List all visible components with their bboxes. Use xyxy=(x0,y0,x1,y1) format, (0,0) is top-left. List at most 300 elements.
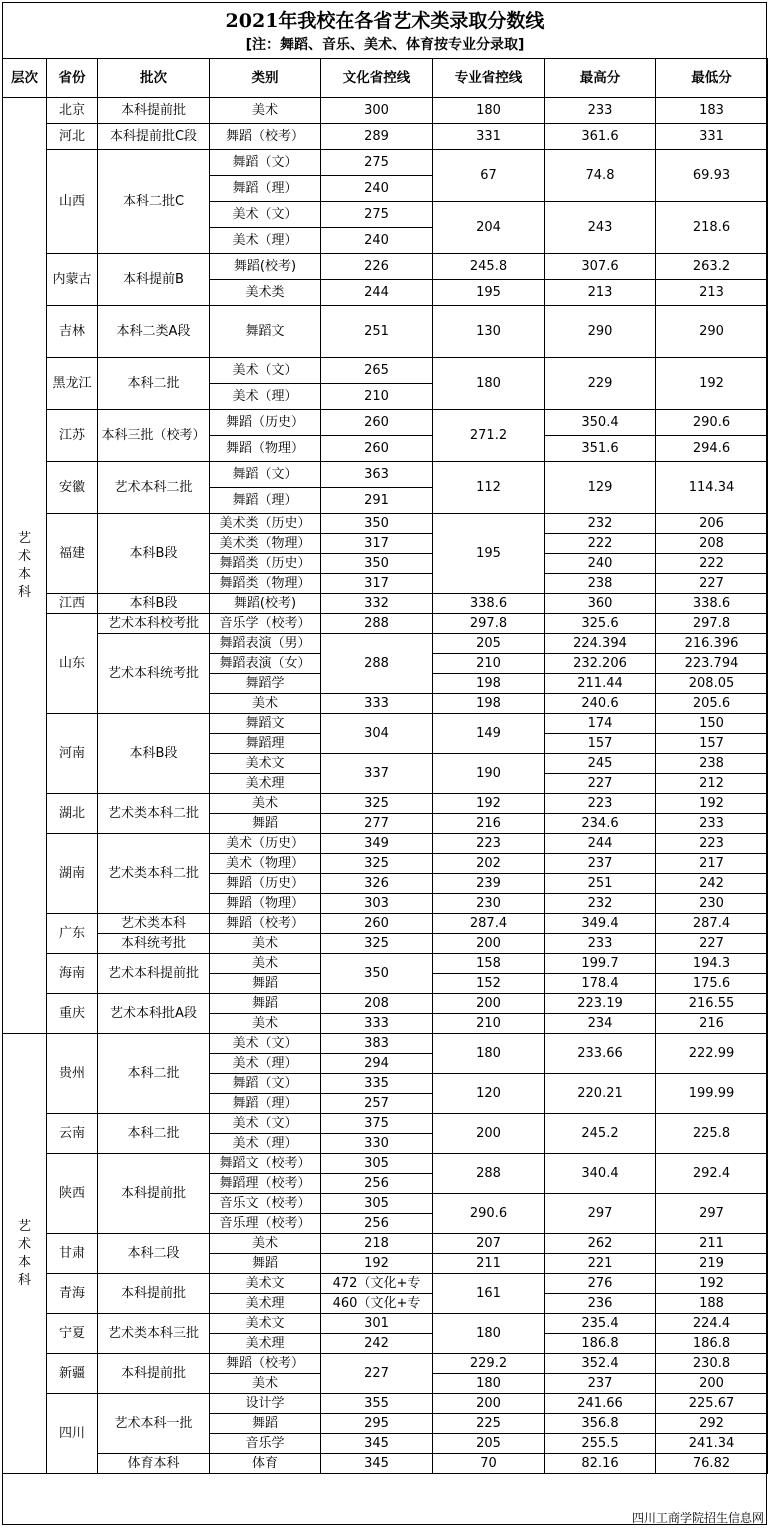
min-score-cell: 157 xyxy=(656,734,768,754)
max-score-cell: 232 xyxy=(545,514,656,534)
table-row xyxy=(3,1114,768,1134)
batch-cell: 本科统考批 xyxy=(98,934,210,954)
province-cell: 海南 xyxy=(47,954,98,994)
major-line-cell: 198 xyxy=(433,694,545,714)
max-score-cell: 223 xyxy=(545,794,656,814)
min-score-cell: 242 xyxy=(656,874,768,894)
max-score-cell: 307.6 xyxy=(545,254,656,280)
province-cell: 湖北 xyxy=(47,794,98,834)
culture-line-cell: 326 xyxy=(321,874,433,894)
max-score-cell: 340.4 xyxy=(545,1154,656,1194)
max-score-cell: 297 xyxy=(545,1194,656,1234)
category-cell: 美术（文） xyxy=(210,1114,321,1134)
category-cell: 美术理 xyxy=(210,774,321,794)
table-row xyxy=(3,254,768,280)
min-score-cell: 150 xyxy=(656,714,768,734)
max-score-cell: 241.66 xyxy=(545,1394,656,1414)
min-score-cell: 227 xyxy=(656,934,768,954)
min-score-cell: 69.93 xyxy=(656,150,768,202)
max-score-cell: 233.66 xyxy=(545,1034,656,1074)
max-score-cell: 243 xyxy=(545,202,656,254)
category-cell: 舞蹈（物理） xyxy=(210,436,321,462)
major-line-cell: 200 xyxy=(433,1114,545,1154)
major-line-cell: 230 xyxy=(433,894,545,914)
culture-line-cell: 294 xyxy=(321,1054,433,1074)
col-header: 批次 xyxy=(98,59,210,98)
min-score-cell: 211 xyxy=(656,1234,768,1254)
min-score-cell: 199.99 xyxy=(656,1074,768,1114)
category-cell: 美术（文） xyxy=(210,1034,321,1054)
major-line-cell: 200 xyxy=(433,994,545,1014)
culture-line-cell: 288 xyxy=(321,634,433,694)
province-cell: 江苏 xyxy=(47,410,98,462)
major-line-cell: 130 xyxy=(433,306,545,358)
min-score-cell: 230.8 xyxy=(656,1354,768,1374)
max-score-cell: 213 xyxy=(545,280,656,306)
min-score-cell: 227 xyxy=(656,574,768,594)
major-line-cell: 271.2 xyxy=(433,410,545,462)
table-row xyxy=(3,794,768,814)
category-cell: 舞蹈（物理） xyxy=(210,894,321,914)
culture-line-cell: 325 xyxy=(321,934,433,954)
max-score-cell: 290 xyxy=(545,306,656,358)
category-cell: 美术文 xyxy=(210,1274,321,1294)
min-score-cell: 290 xyxy=(656,306,768,358)
col-header: 专业省控线 xyxy=(433,59,545,98)
category-cell: 美术理 xyxy=(210,1334,321,1354)
batch-cell: 本科二批 xyxy=(98,1034,210,1114)
batch-cell: 本科提前B xyxy=(98,254,210,306)
culture-line-cell: 317 xyxy=(321,574,433,594)
province-cell: 重庆 xyxy=(47,994,98,1034)
culture-line-cell: 333 xyxy=(321,1014,433,1034)
min-score-cell: 216.55 xyxy=(656,994,768,1014)
table-row xyxy=(3,358,768,384)
culture-line-cell: 251 xyxy=(321,306,433,358)
batch-cell: 本科二批 xyxy=(98,358,210,410)
major-line-cell: 158 xyxy=(433,954,545,974)
batch-cell: 本科B段 xyxy=(98,714,210,794)
major-line-cell: 204 xyxy=(433,202,545,254)
min-score-cell: 213 xyxy=(656,280,768,306)
major-line-cell: 205 xyxy=(433,1434,545,1454)
category-cell: 舞蹈（历史） xyxy=(210,410,321,436)
max-score-cell: 238 xyxy=(545,574,656,594)
category-cell: 舞蹈（理） xyxy=(210,176,321,202)
max-score-cell: 262 xyxy=(545,1234,656,1254)
culture-line-cell: 332 xyxy=(321,594,433,614)
category-cell: 美术（理） xyxy=(210,384,321,410)
table-row xyxy=(3,410,768,436)
culture-line-cell: 303 xyxy=(321,894,433,914)
category-cell: 舞蹈文 xyxy=(210,714,321,734)
category-cell: 美术类（历史） xyxy=(210,514,321,534)
culture-line-cell: 325 xyxy=(321,794,433,814)
category-cell: 舞蹈理（校考） xyxy=(210,1174,321,1194)
col-header: 层次 xyxy=(3,59,47,98)
category-cell: 美术 xyxy=(210,1234,321,1254)
level-cell: 艺术本科 xyxy=(3,1034,47,1474)
batch-cell: 艺术类本科二批 xyxy=(98,834,210,914)
category-cell: 美术（文） xyxy=(210,358,321,384)
category-cell: 美术 xyxy=(210,98,321,124)
major-line-cell: 200 xyxy=(433,934,545,954)
category-cell: 音乐理（校考） xyxy=(210,1214,321,1234)
table-row xyxy=(3,634,768,654)
min-score-cell: 219 xyxy=(656,1254,768,1274)
category-cell: 美术文 xyxy=(210,1314,321,1334)
min-score-cell: 294.6 xyxy=(656,436,768,462)
batch-cell: 本科提前批 xyxy=(98,98,210,124)
culture-line-cell: 317 xyxy=(321,534,433,554)
max-score-cell: 360 xyxy=(545,594,656,614)
col-header: 最低分 xyxy=(656,59,768,98)
table-row xyxy=(3,462,768,488)
culture-line-cell: 350 xyxy=(321,954,433,994)
batch-cell: 本科二批C xyxy=(98,150,210,254)
major-line-cell: 70 xyxy=(433,1454,545,1474)
max-score-cell: 229 xyxy=(545,358,656,410)
culture-line-cell: 305 xyxy=(321,1154,433,1174)
table-row xyxy=(3,1394,768,1414)
culture-line-cell: 301 xyxy=(321,1314,433,1334)
max-score-cell: 325.6 xyxy=(545,614,656,634)
table-row xyxy=(3,1314,768,1334)
max-score-cell: 356.8 xyxy=(545,1414,656,1434)
culture-line-cell: 350 xyxy=(321,514,433,534)
score-table xyxy=(2,58,768,1526)
max-score-cell: 220.21 xyxy=(545,1074,656,1114)
culture-line-cell: 192 xyxy=(321,1254,433,1274)
major-line-cell: 149 xyxy=(433,714,545,754)
category-cell: 美术 xyxy=(210,1014,321,1034)
major-line-cell: 112 xyxy=(433,462,545,514)
table-row xyxy=(3,1354,768,1374)
province-cell: 北京 xyxy=(47,98,98,124)
province-cell: 云南 xyxy=(47,1114,98,1154)
major-line-cell: 202 xyxy=(433,854,545,874)
max-score-cell: 237 xyxy=(545,854,656,874)
culture-line-cell: 335 xyxy=(321,1074,433,1094)
major-line-cell: 180 xyxy=(433,1314,545,1354)
table-row xyxy=(3,714,768,734)
max-score-cell: 245.2 xyxy=(545,1114,656,1154)
major-line-cell: 287.4 xyxy=(433,914,545,934)
major-line-cell: 210 xyxy=(433,1014,545,1034)
max-score-cell: 255.5 xyxy=(545,1434,656,1454)
province-cell: 青海 xyxy=(47,1274,98,1314)
min-score-cell: 222.99 xyxy=(656,1034,768,1074)
category-cell: 舞蹈（校考） xyxy=(210,1354,321,1374)
category-cell: 舞蹈文（校考） xyxy=(210,1154,321,1174)
category-cell: 舞蹈（文） xyxy=(210,462,321,488)
category-cell: 舞蹈（理） xyxy=(210,488,321,514)
max-score-cell: 199.7 xyxy=(545,954,656,974)
table-row xyxy=(3,954,768,974)
header-row xyxy=(3,59,768,98)
col-header: 类别 xyxy=(210,59,321,98)
province-cell: 山东 xyxy=(47,614,98,714)
category-cell: 美术（历史） xyxy=(210,834,321,854)
max-score-cell: 223.19 xyxy=(545,994,656,1014)
max-score-cell: 240 xyxy=(545,554,656,574)
batch-cell: 艺术类本科 xyxy=(98,914,210,934)
major-line-cell: 180 xyxy=(433,98,545,124)
culture-line-cell: 244 xyxy=(321,280,433,306)
category-cell: 舞蹈(校考) xyxy=(210,594,321,614)
batch-cell: 本科提前批C段 xyxy=(98,124,210,150)
category-cell: 舞蹈（理） xyxy=(210,1094,321,1114)
batch-cell: 艺术本科一批 xyxy=(98,1394,210,1454)
max-score-cell: 224.394 xyxy=(545,634,656,654)
min-score-cell: 205.6 xyxy=(656,694,768,714)
max-score-cell: 244 xyxy=(545,834,656,854)
category-cell: 音乐文（校考） xyxy=(210,1194,321,1214)
major-line-cell: 216 xyxy=(433,814,545,834)
max-score-cell: 351.6 xyxy=(545,436,656,462)
culture-line-cell: 472（文化+专 xyxy=(321,1274,433,1294)
major-line-cell: 67 xyxy=(433,150,545,202)
major-line-cell: 161 xyxy=(433,1274,545,1314)
min-score-cell: 225.67 xyxy=(656,1394,768,1414)
min-score-cell: 183 xyxy=(656,98,768,124)
culture-line-cell: 345 xyxy=(321,1454,433,1474)
max-score-cell: 237 xyxy=(545,1374,656,1394)
table-body xyxy=(3,98,768,1526)
max-score-cell: 349.4 xyxy=(545,914,656,934)
major-line-cell: 338.6 xyxy=(433,594,545,614)
culture-line-cell: 260 xyxy=(321,436,433,462)
culture-line-cell: 277 xyxy=(321,814,433,834)
min-score-cell: 175.6 xyxy=(656,974,768,994)
category-cell: 舞蹈类（物理） xyxy=(210,574,321,594)
max-score-cell: 74.8 xyxy=(545,150,656,202)
major-line-cell: 331 xyxy=(433,124,545,150)
culture-line-cell: 460（文化+专 xyxy=(321,1294,433,1314)
major-line-cell: 192 xyxy=(433,794,545,814)
page-subtitle: [注：舞蹈、音乐、美术、体育按专业分录取] xyxy=(245,37,525,53)
min-score-cell: 238 xyxy=(656,754,768,774)
max-score-cell: 350.4 xyxy=(545,410,656,436)
category-cell: 美术类 xyxy=(210,280,321,306)
culture-line-cell: 355 xyxy=(321,1394,433,1414)
table-row xyxy=(3,1234,768,1254)
batch-cell: 本科二类A段 xyxy=(98,306,210,358)
category-cell: 舞蹈（校考） xyxy=(210,914,321,934)
category-cell: 美术 xyxy=(210,954,321,974)
culture-line-cell: 363 xyxy=(321,462,433,488)
min-score-cell: 192 xyxy=(656,1274,768,1294)
category-cell: 舞蹈 xyxy=(210,974,321,994)
culture-line-cell: 210 xyxy=(321,384,433,410)
max-score-cell: 352.4 xyxy=(545,1354,656,1374)
category-cell: 舞蹈文 xyxy=(210,306,321,358)
max-score-cell: 232.206 xyxy=(545,654,656,674)
culture-line-cell: 289 xyxy=(321,124,433,150)
category-cell: 舞蹈学 xyxy=(210,674,321,694)
max-score-cell: 232 xyxy=(545,894,656,914)
batch-cell: 本科B段 xyxy=(98,514,210,594)
max-score-cell: 276 xyxy=(545,1274,656,1294)
table-row xyxy=(3,98,768,124)
culture-line-cell: 337 xyxy=(321,754,433,794)
min-score-cell: 218.6 xyxy=(656,202,768,254)
min-score-cell: 206 xyxy=(656,514,768,534)
major-line-cell: 229.2 xyxy=(433,1354,545,1374)
culture-line-cell: 242 xyxy=(321,1334,433,1354)
batch-cell: 艺术本科校考批 xyxy=(98,614,210,634)
min-score-cell: 225.8 xyxy=(656,1114,768,1154)
max-score-cell: 174 xyxy=(545,714,656,734)
col-header: 文化省控线 xyxy=(321,59,433,98)
province-cell: 甘肃 xyxy=(47,1234,98,1274)
province-cell: 宁夏 xyxy=(47,1314,98,1354)
max-score-cell: 361.6 xyxy=(545,124,656,150)
province-cell: 广东 xyxy=(47,914,98,954)
page-title: 2021年我校在各省艺术类录取分数线 xyxy=(225,10,545,32)
category-cell: 舞蹈（校考） xyxy=(210,124,321,150)
culture-line-cell: 275 xyxy=(321,150,433,176)
max-score-cell: 235.4 xyxy=(545,1314,656,1334)
culture-line-cell: 260 xyxy=(321,410,433,436)
major-line-cell: 211 xyxy=(433,1254,545,1274)
province-cell: 内蒙古 xyxy=(47,254,98,306)
category-cell: 舞蹈表演（男） xyxy=(210,634,321,654)
max-score-cell: 178.4 xyxy=(545,974,656,994)
category-cell: 舞蹈表演（女） xyxy=(210,654,321,674)
major-line-cell: 200 xyxy=(433,1394,545,1414)
max-score-cell: 211.44 xyxy=(545,674,656,694)
category-cell: 音乐学（校考） xyxy=(210,614,321,634)
culture-line-cell: 227 xyxy=(321,1354,433,1394)
major-line-cell: 223 xyxy=(433,834,545,854)
major-line-cell: 205 xyxy=(433,634,545,654)
culture-line-cell: 256 xyxy=(321,1214,433,1234)
batch-cell: 艺术本科统考批 xyxy=(98,634,210,714)
col-header: 省份 xyxy=(47,59,98,98)
culture-line-cell: 330 xyxy=(321,1134,433,1154)
major-line-cell: 207 xyxy=(433,1234,545,1254)
major-line-cell: 290.6 xyxy=(433,1194,545,1234)
min-score-cell: 297.8 xyxy=(656,614,768,634)
culture-line-cell: 208 xyxy=(321,994,433,1014)
major-line-cell: 180 xyxy=(433,1374,545,1394)
category-cell: 音乐学 xyxy=(210,1434,321,1454)
max-score-cell: 222 xyxy=(545,534,656,554)
category-cell: 舞蹈（历史） xyxy=(210,874,321,894)
province-cell: 江西 xyxy=(47,594,98,614)
max-score-cell: 240.6 xyxy=(545,694,656,714)
culture-line-cell: 300 xyxy=(321,98,433,124)
province-cell: 河北 xyxy=(47,124,98,150)
table-row xyxy=(3,150,768,176)
culture-line-cell: 325 xyxy=(321,854,433,874)
max-score-cell: 227 xyxy=(545,774,656,794)
major-line-cell: 239 xyxy=(433,874,545,894)
culture-line-cell: 288 xyxy=(321,614,433,634)
category-cell: 体育 xyxy=(210,1454,321,1474)
min-score-cell: 223 xyxy=(656,834,768,854)
min-score-cell: 212 xyxy=(656,774,768,794)
batch-cell: 本科提前批 xyxy=(98,1354,210,1394)
table-row xyxy=(3,1454,768,1474)
major-line-cell: 245.8 xyxy=(433,254,545,280)
major-line-cell: 180 xyxy=(433,358,545,410)
major-line-cell: 195 xyxy=(433,280,545,306)
province-cell: 陕西 xyxy=(47,1154,98,1234)
culture-line-cell: 333 xyxy=(321,694,433,714)
culture-line-cell: 275 xyxy=(321,202,433,228)
max-score-cell: 82.16 xyxy=(545,1454,656,1474)
table-row xyxy=(3,1274,768,1294)
province-cell: 山西 xyxy=(47,150,98,254)
min-score-cell: 186.8 xyxy=(656,1334,768,1354)
table-row xyxy=(3,934,768,954)
province-cell: 河南 xyxy=(47,714,98,794)
max-score-cell: 221 xyxy=(545,1254,656,1274)
culture-line-cell: 240 xyxy=(321,228,433,254)
table-row xyxy=(3,594,768,614)
batch-cell: 本科提前批 xyxy=(98,1154,210,1234)
category-cell: 舞蹈（文） xyxy=(210,1074,321,1094)
batch-cell: 本科B段 xyxy=(98,594,210,614)
min-score-cell: 290.6 xyxy=(656,410,768,436)
category-cell: 设计学 xyxy=(210,1394,321,1414)
culture-line-cell: 383 xyxy=(321,1034,433,1054)
col-header: 最高分 xyxy=(545,59,656,98)
province-cell: 新疆 xyxy=(47,1354,98,1394)
table-row xyxy=(3,306,768,358)
batch-cell: 艺术类本科二批 xyxy=(98,794,210,834)
category-cell: 舞蹈类（历史） xyxy=(210,554,321,574)
min-score-cell: 222 xyxy=(656,554,768,574)
culture-line-cell: 291 xyxy=(321,488,433,514)
culture-line-cell: 265 xyxy=(321,358,433,384)
footer-source: 四川工商学院招生信息网 xyxy=(631,1511,764,1525)
category-cell: 美术（理） xyxy=(210,1134,321,1154)
batch-cell: 本科三批（校考） xyxy=(98,410,210,462)
major-line-cell: 288 xyxy=(433,1154,545,1194)
min-score-cell: 292.4 xyxy=(656,1154,768,1194)
table-row xyxy=(3,1034,768,1054)
max-score-cell: 186.8 xyxy=(545,1334,656,1354)
culture-line-cell: 349 xyxy=(321,834,433,854)
category-cell: 美术 xyxy=(210,794,321,814)
min-score-cell: 216.396 xyxy=(656,634,768,654)
major-line-cell: 297.8 xyxy=(433,614,545,634)
min-score-cell: 292 xyxy=(656,1414,768,1434)
category-cell: 舞蹈 xyxy=(210,994,321,1014)
min-score-cell: 114.34 xyxy=(656,462,768,514)
major-line-cell: 190 xyxy=(433,754,545,794)
province-cell: 黑龙江 xyxy=(47,358,98,410)
min-score-cell: 76.82 xyxy=(656,1454,768,1474)
min-score-cell: 208.05 xyxy=(656,674,768,694)
category-cell: 舞蹈理 xyxy=(210,734,321,754)
culture-line-cell: 240 xyxy=(321,176,433,202)
table-row xyxy=(3,124,768,150)
table-row xyxy=(3,514,768,534)
batch-cell: 体育本科 xyxy=(98,1454,210,1474)
province-cell: 贵州 xyxy=(47,1034,98,1114)
category-cell: 美术（物理） xyxy=(210,854,321,874)
table-row xyxy=(3,834,768,854)
min-score-cell: 263.2 xyxy=(656,254,768,280)
min-score-cell: 216 xyxy=(656,1014,768,1034)
batch-cell: 本科二批 xyxy=(98,1114,210,1154)
culture-line-cell: 218 xyxy=(321,1234,433,1254)
province-cell: 四川 xyxy=(47,1394,98,1474)
